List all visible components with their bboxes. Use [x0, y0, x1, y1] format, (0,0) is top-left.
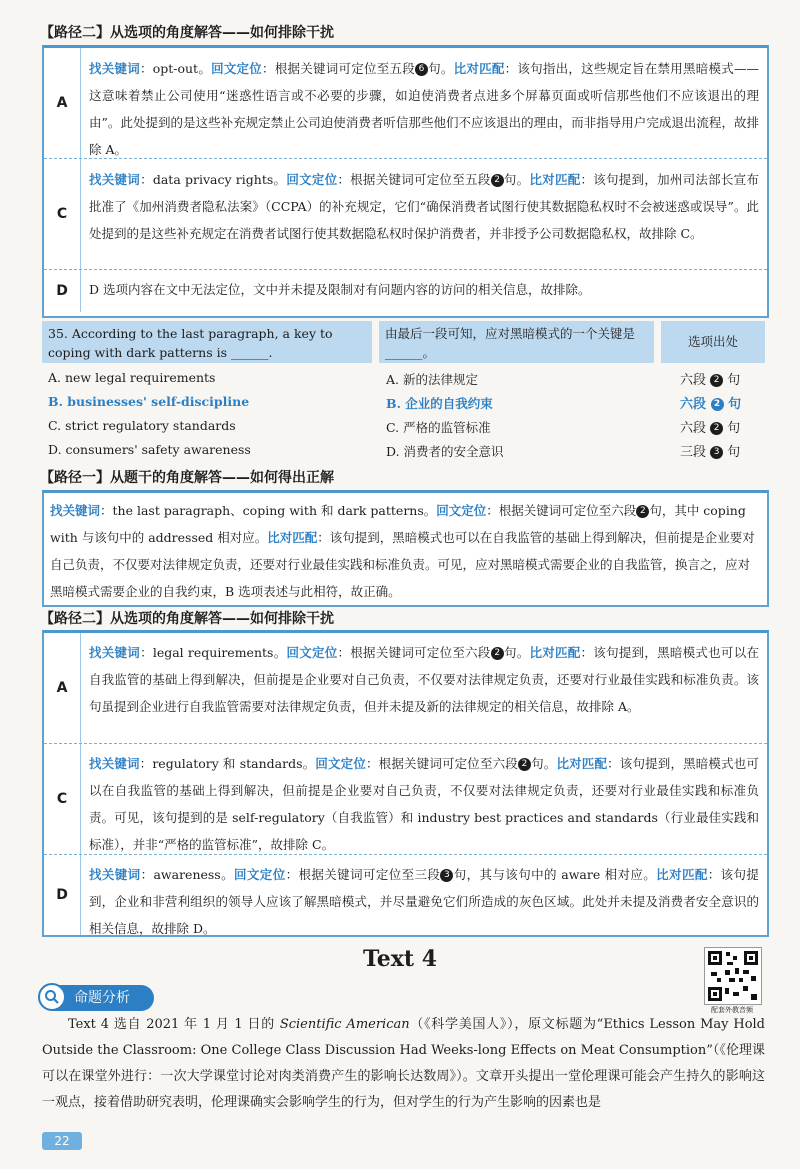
option-label: C	[44, 159, 81, 269]
solution-box	[42, 490, 769, 607]
section-title: 【路径二】从选项的角度解答——如何排除干扰	[40, 25, 334, 41]
source-paragraph: 三段	[680, 445, 707, 460]
text-span: Text 4 选自 2021 年 1 月 1 日的	[68, 1017, 280, 1032]
text-span: ：该句提到，加州司法部长宣布批准了《加州消费者隐私法案》（CCPA）的补充规定，它们“确保消费者试图行使其数据隐私权时不会被迷惑或误导”。此处提到的是这些补充规定在消费者试图行使其数据隐私权时保护消费者，并非授予公司数据隐私权，故排除 C。	[89, 172, 759, 241]
text-span: ：根据关键词可定位至五段	[337, 172, 491, 187]
keyword-label: 找关键词	[89, 172, 141, 187]
option-label: C	[44, 744, 81, 854]
keyword-label: 比对匹配	[529, 172, 581, 187]
text-span: ：awareness。	[140, 867, 235, 882]
keyword-label: 比对匹配	[529, 645, 581, 660]
source-title: Scientific American	[279, 1017, 410, 1032]
source-paragraph: 六段	[680, 373, 707, 388]
option-b-cn: B. 企业的自我约束	[386, 396, 493, 411]
sentence-number-badge: 2	[636, 505, 649, 518]
source-unit: 句	[727, 373, 741, 388]
option-d-cn: D. 消费者的安全意识	[386, 444, 504, 459]
analysis-paragraph	[42, 1012, 765, 1116]
text-span: ：该句提到，黑暗模式也可以在自我监管的基础上得到解决，但前提是企业要对自己负责，不仅要对法律规定负责，还要对行业最佳实践和标准负责。可见，该句提到的是 self-regulatory（自我监管）和 industry best practices and standards（行业最佳实践和标准），并非“严格的监管标准”，故排除 C。	[89, 756, 759, 852]
option-a-cn: A. 新的法律规定	[386, 372, 478, 387]
text-span: （《科学美国人》），原文标题为“Ethics Lesson May Hold Outside the Classroom: One College Class Discussion Had Weeks-long Effects on Meat Consumption”（《伦理课可以在课堂外进行：一次大学课堂讨论对肉类消费产生的影响长达数周》）。文章开头提出一堂伦理课可能会产生持久的影响这一观点，接着借助研究表明，伦理课确实会影响学生的行为，但对学生的行为产生影响的因素也是	[42, 1017, 765, 1110]
text-span: 句。	[503, 172, 530, 187]
keyword-label: 回文定位	[211, 61, 263, 76]
option-label: A	[44, 48, 81, 158]
text-span: ：根据关键词可定位至六段	[337, 645, 491, 660]
keyword-label: 比对匹配	[656, 867, 708, 882]
text-span: ：根据关键词可定位至五段	[262, 61, 415, 76]
keyword-label: 回文定位	[286, 645, 338, 660]
text-span: ：该句提到，黑暗模式也可以在自我监管的基础上得到解决，但前提是企业要对自己负责，不仅要对法律规定负责，还要对行业最佳实践和标准负责。该句虽提到企业进行自我监管需要对法律规定负责，但并未提及新的法律规定的相关信息，故排除 A。	[89, 645, 759, 714]
text-span: ：opt-out。	[139, 61, 212, 76]
analysis-text: D 选项内容在文中无法定位，文中并未提及限制对有问题内容的访问的相关信息，故排除。	[89, 282, 591, 297]
text-span: ：the last paragraph、coping with 和 dark patterns。	[100, 503, 437, 518]
analysis-text	[81, 159, 767, 269]
elimination-table	[42, 630, 769, 937]
text-span: ：legal requirements。	[140, 645, 287, 660]
text-span: 句，其中 coping with 与该句中的 addressed 相对应。	[50, 503, 746, 545]
text-span: ：data privacy rights。	[140, 172, 287, 187]
analysis-text	[81, 744, 767, 854]
badge-label: 命题分析	[74, 990, 130, 1006]
question-stem-en: 35. According to the last paragraph, a key to coping with dark patterns is ______.	[42, 321, 372, 363]
qr-code-icon[interactable]	[704, 947, 762, 1005]
table-row	[44, 48, 767, 159]
keyword-label: 找关键词	[89, 756, 140, 771]
table-row	[44, 744, 767, 855]
qr-caption: 配套外教音频	[711, 1006, 753, 1014]
keyword-label: 回文定位	[315, 756, 366, 771]
section-title: 【路径二】从选项的角度解答——如何排除干扰	[40, 611, 334, 627]
keyword-label: 比对匹配	[556, 756, 608, 771]
analysis-badge	[42, 985, 154, 1011]
option-c-cn: C. 严格的监管标准	[386, 420, 491, 435]
question-stem-cn: 由最后一段可知，应对黑暗模式的一个关键是______。	[379, 321, 654, 363]
option-b-en: B. businesses' self-discipline	[48, 394, 250, 409]
text-heading: Text 4	[362, 946, 438, 972]
text-span: ：该句提到，黑暗模式也可以在自我监管的基础上得到解决，但前提是企业要对自己负责，不仅要对法律规定负责，还要对行业最佳实践和标准负责。可见，应对黑暗模式需要企业的自我监管，换言之，应对黑暗模式需要企业的自我约束，B 选项表述与此相符，故正确。	[50, 530, 755, 599]
text-span: 句，其与该句中的 aware 相对应。	[453, 867, 657, 882]
section-title: 【路径一】从题干的角度解答——如何得出正解	[40, 470, 334, 486]
keyword-label: 回文定位	[436, 503, 487, 518]
analysis-text	[81, 48, 767, 158]
sentence-number-badge: 2	[710, 374, 723, 387]
sentence-number-badge: 3	[710, 446, 723, 459]
source-paragraph: 六段	[680, 421, 707, 436]
keyword-label: 比对匹配	[453, 61, 505, 76]
text-span: 句。	[427, 61, 454, 76]
source-header: 选项出处	[661, 321, 765, 363]
table-row	[44, 633, 767, 744]
option-c-en: C. strict regulatory standards	[48, 418, 236, 433]
option-label: A	[44, 633, 81, 743]
sentence-number-badge: 2	[491, 174, 504, 187]
text-span: ：regulatory 和 standards。	[139, 756, 316, 771]
text-span: ：根据关键词可定位至六段	[366, 756, 518, 771]
keyword-label: 回文定位	[234, 867, 286, 882]
solution-text	[44, 493, 767, 609]
source-unit: 句	[728, 397, 742, 412]
sentence-number-badge: 2	[491, 647, 504, 660]
option-b-source	[680, 393, 741, 412]
option-a-en: A. new legal requirements	[48, 370, 216, 385]
keyword-label: 找关键词	[89, 645, 141, 660]
sentence-number-badge: 6	[415, 63, 428, 76]
option-c-source	[680, 417, 740, 436]
source-unit: 句	[727, 421, 741, 436]
page-number: 22	[42, 1132, 82, 1150]
keyword-label: 比对匹配	[267, 530, 318, 545]
sentence-number-badge: 2	[710, 422, 723, 435]
option-label: D	[44, 855, 81, 935]
sentence-number-badge: 3	[440, 869, 453, 882]
analysis-text	[81, 855, 767, 935]
option-a-source	[680, 369, 740, 388]
table-row	[44, 855, 767, 935]
keyword-label: 回文定位	[286, 172, 338, 187]
text-span: ：该句提到，企业和非营利组织的领导人应该了解黑暗模式，并尽量避免它们所造成的灰色区域。此处并未提及消费者安全意识的相关信息，故排除 D。	[89, 867, 759, 936]
table-row	[44, 159, 767, 270]
sentence-number-badge: 2	[711, 398, 724, 411]
analysis-text	[81, 633, 767, 743]
source-unit: 句	[727, 445, 741, 460]
search-icon	[38, 983, 66, 1011]
table-row	[44, 270, 767, 312]
option-label: D	[44, 270, 81, 312]
text-span: 句。	[530, 756, 557, 771]
text-span: ：该句指出，这些规定旨在禁用黑暗模式——这意味着禁止公司使用“迷惑性语言或不必要的步骤，如迫使消费者点进多个屏幕页面或听信那些他们不应该退出的理由”。此处提到的是这些补充规定禁止公司迫使消费者听信那些他们不应该退出的理由，而非指导用户完成退出流程，故排除 A。	[89, 61, 759, 157]
text-span: 句。	[503, 645, 530, 660]
option-d-source	[680, 441, 740, 460]
text-span: ：根据关键词可定位至三段	[285, 867, 441, 882]
keyword-label: 找关键词	[50, 503, 101, 518]
source-paragraph: 六段	[680, 397, 707, 412]
option-d-en: D. consumers' safety awareness	[48, 442, 251, 457]
keyword-label: 找关键词	[89, 61, 140, 76]
text-span: ：根据关键词可定位至六段	[486, 503, 637, 518]
sentence-number-badge: 2	[518, 758, 531, 771]
elimination-table	[42, 45, 769, 318]
keyword-label: 找关键词	[89, 867, 141, 882]
